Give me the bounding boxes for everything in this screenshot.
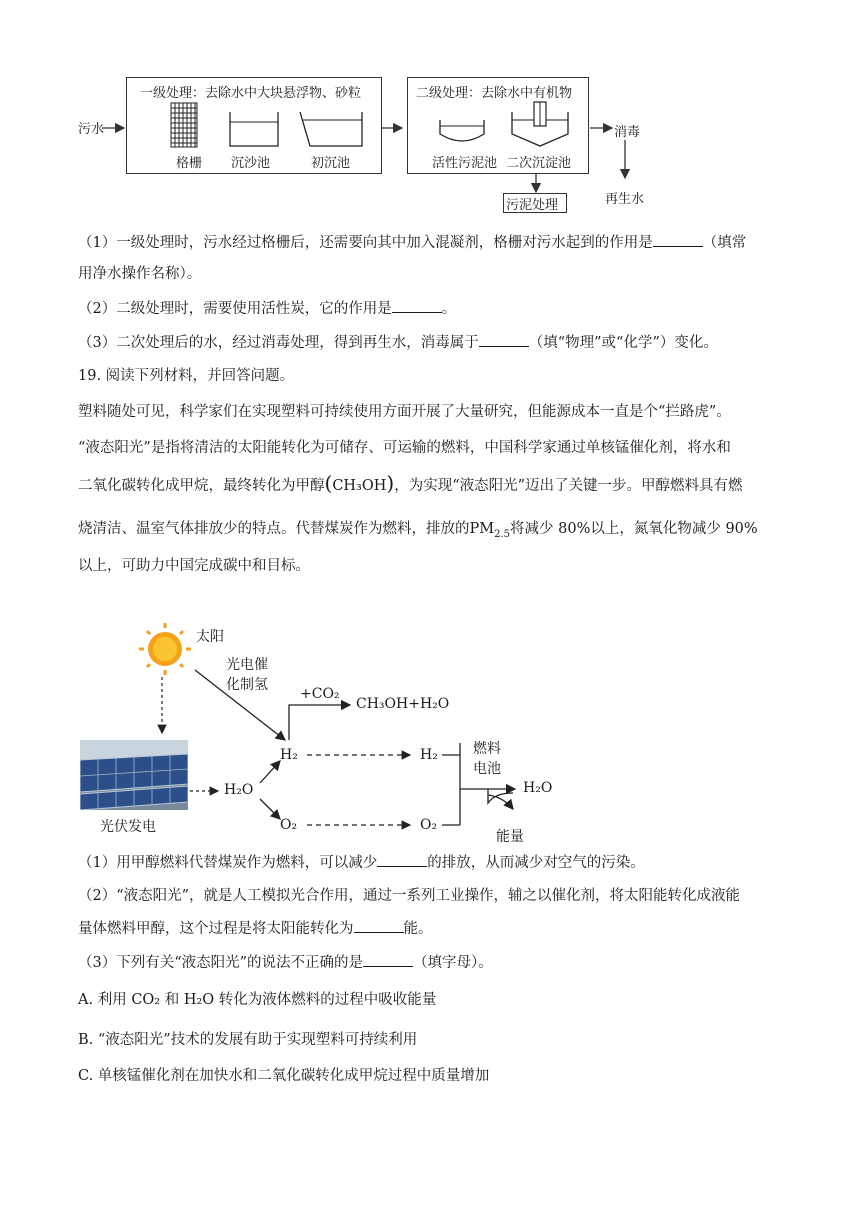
option-c[interactable]: C. 单核锰催化剂在加快水和二氧化碳转化成甲烷过程中质量增加 bbox=[78, 1068, 490, 1084]
q19-part1 bbox=[78, 852, 645, 873]
input-label: 污水 bbox=[78, 122, 105, 137]
product-label: CH₃OH+H₂O bbox=[356, 696, 450, 712]
q18-p3-tail: （填“物理”或“化学”）变化。 bbox=[528, 335, 718, 351]
answer-blank[interactable] bbox=[363, 952, 413, 967]
sun-label: 太阳 bbox=[196, 629, 224, 645]
disinfect-label: 消毒 bbox=[614, 125, 641, 140]
h2o-out-label: H₂O bbox=[523, 780, 553, 796]
activated-sludge-icon bbox=[438, 118, 486, 146]
grid-screen-label: 格栅 bbox=[176, 156, 203, 171]
stage1-title: 一级处理：去除水中大块悬浮物、砂粒 bbox=[140, 86, 362, 101]
q19-para4-tail: 将减少 80%以上，氮氧化物减少 90% bbox=[510, 521, 758, 537]
photocatalysis-label-2: 化制氢 bbox=[226, 677, 268, 693]
grit-chamber-label: 沉沙池 bbox=[231, 156, 271, 171]
q18-p2-text: （2）二级处理时，需要使用活性炭，它的作用是 bbox=[78, 301, 392, 317]
o2-label: O₂ bbox=[280, 817, 298, 833]
q18-part1-cont: 用净水操作名称）。 bbox=[78, 266, 202, 282]
q19-part3 bbox=[78, 952, 493, 973]
q18-part3 bbox=[78, 332, 718, 353]
solar-panel-image bbox=[80, 740, 188, 810]
pv-label: 光伏发电 bbox=[100, 819, 156, 835]
pm-label: PM bbox=[469, 521, 495, 537]
option-a[interactable] bbox=[78, 990, 436, 1010]
q19-para5: 以上，可助力中国完成碳中和目标。 bbox=[78, 558, 310, 574]
photocatalysis-label-1: 光电催 bbox=[226, 657, 268, 673]
q19-p3-text: （3）下列有关“液态阳光”的说法不正确的是 bbox=[78, 955, 364, 971]
option-a-text: A. 利用 bbox=[78, 992, 127, 1008]
q18-part1 bbox=[78, 232, 746, 253]
answer-blank[interactable] bbox=[479, 332, 529, 347]
option-a-and: 和 bbox=[164, 992, 180, 1008]
reclaimed-water-label: 再生水 bbox=[605, 192, 645, 207]
q19-p1-text: （1）用甲醇燃料代替煤炭作为燃料，可以减少 bbox=[78, 855, 378, 871]
activated-sludge-label: 活性污泥池 bbox=[432, 156, 498, 171]
diagram-arrows bbox=[75, 615, 575, 845]
option-a-tail: 转化为液体燃料的过程中吸收能量 bbox=[218, 992, 437, 1008]
co2-formula: CO₂ bbox=[131, 992, 161, 1008]
co2-add-label: +CO₂ bbox=[300, 686, 340, 702]
answer-blank[interactable] bbox=[653, 232, 703, 247]
h2o-label: H₂O bbox=[224, 782, 254, 798]
q18-p3-text: （3）二次处理后的水，经过消毒处理，得到再生水，消毒属于 bbox=[78, 335, 479, 351]
option-b[interactable]: B. “液态阳光”技术的发展有助于实现塑料可持续利用 bbox=[78, 1032, 418, 1048]
primary-clarifier-label: 初沉池 bbox=[311, 156, 351, 171]
sun-icon bbox=[139, 623, 191, 675]
methanol-formula: CH₃OH bbox=[332, 478, 387, 494]
answer-blank[interactable] bbox=[392, 298, 442, 313]
q19-p2-text: 量体燃料甲醇，这个过程是将太阳能转化为 bbox=[78, 921, 354, 937]
q19-para4-text: 烧清洁、温室气体排放少的特点。代替煤炭作为燃料，排放的 bbox=[78, 521, 470, 537]
q19-para3: 二氧化碳转化成甲烷，最终转化为甲醇(CH₃OH)，为实现“液态阳光”迈出了关键一步。甲醇燃料具有燃 bbox=[78, 471, 743, 495]
q19-para2: “液态阳光”是指将清洁的太阳能转化为可储存、可运输的燃料，中国科学家通过单核锰催化剂，将水和 bbox=[78, 440, 731, 456]
q19-p1-tail: 的排放，从而减少对空气的污染。 bbox=[427, 855, 645, 871]
q18-p1-text: （1）一级处理时，污水经过格栅后，还需要向其中加入混凝剂，格栅对污水起到的作用是 bbox=[78, 235, 653, 251]
q19-para3-tail: ，为实现“液态阳光”迈出了关键一步。甲醇燃料具有燃 bbox=[394, 478, 743, 494]
q19-p3-tail: （填字母）。 bbox=[413, 955, 493, 971]
pm-subscript: 2.5 bbox=[494, 528, 511, 540]
answer-blank[interactable] bbox=[377, 852, 427, 867]
h2-right-label: H₂ bbox=[420, 747, 438, 763]
q19-part2: （2）“液态阳光”，就是人工模拟光合作用，通过一系列工业操作，辅之以催化剂，将太阳能转化成液能 bbox=[78, 888, 741, 904]
q19-para1: 塑料随处可见，科学家们在实现塑料可持续使用方面开展了大量研究，但能源成本一直是个“拦路虎”。 bbox=[78, 404, 731, 420]
sludge-label: 污泥处理 bbox=[506, 198, 559, 213]
answer-blank[interactable] bbox=[354, 918, 404, 933]
secondary-settling-label: 二次沉淀池 bbox=[506, 156, 572, 171]
fuel-cell-label-1: 燃料 bbox=[473, 741, 501, 757]
o2-right-label: O₂ bbox=[420, 817, 438, 833]
q19-part2-cont bbox=[78, 918, 433, 939]
q19-para3-text: 二氧化碳转化成甲烷，最终转化为甲醇 bbox=[78, 478, 325, 494]
energy-label: 能量 bbox=[496, 829, 524, 845]
h2o-formula: H₂O bbox=[183, 992, 215, 1008]
stage2-title: 二级处理：去除水中有机物 bbox=[416, 86, 573, 101]
q19-para4 bbox=[78, 519, 758, 545]
q19-p2-tail: 能。 bbox=[403, 921, 433, 937]
q18-part2 bbox=[78, 298, 456, 319]
grit-chamber-icon bbox=[228, 110, 282, 150]
primary-clarifier-icon bbox=[298, 110, 366, 150]
grid-screen-icon bbox=[170, 102, 206, 150]
q18-p1-tail: （填常 bbox=[702, 235, 747, 251]
q18-p2-tail: 。 bbox=[441, 301, 457, 317]
secondary-settling-icon bbox=[510, 100, 572, 150]
q19-title: 19. 阅读下列材料，并回答问题。 bbox=[78, 368, 295, 384]
h2-label: H₂ bbox=[280, 747, 298, 763]
fuel-cell-label-2: 电池 bbox=[473, 761, 501, 777]
